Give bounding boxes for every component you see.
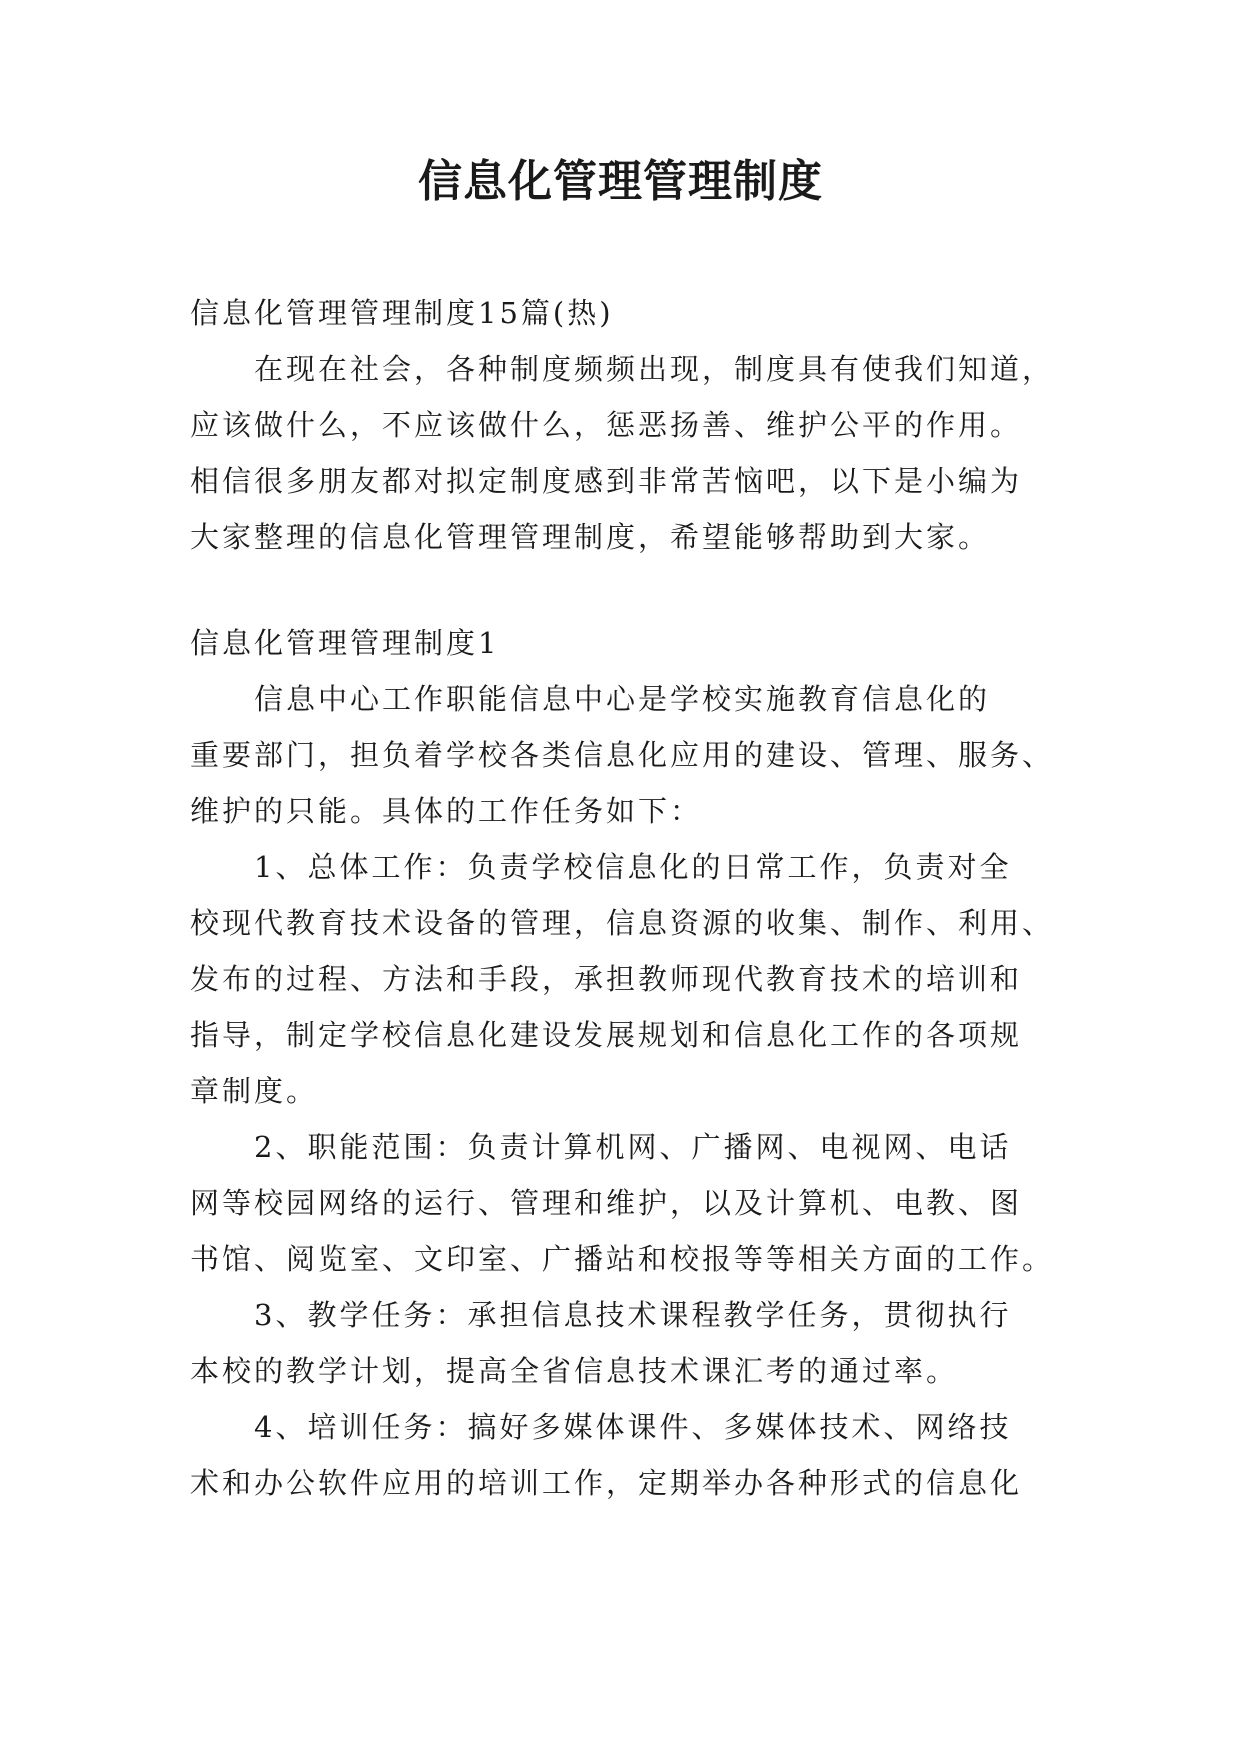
paragraph-line: 校现代教育技术设备的管理，信息资源的收集、制作、利用、	[190, 906, 1055, 940]
paragraph-line: 本校的教学计划，提高全省信息技术课汇考的通过率。	[190, 1354, 959, 1388]
paragraph-line: 在现在社会，各种制度频频出现，制度具有使我们知道，	[190, 352, 1055, 386]
intro-heading: 信息化管理管理制度15篇(热)	[190, 296, 614, 330]
paragraph-line: 指导，制定学校信息化建设发展规划和信息化工作的各项规	[190, 1018, 1023, 1052]
paragraph-line: 网等校园网络的运行、管理和维护，以及计算机、电教、图	[190, 1186, 1023, 1220]
paragraph-line: 1、总体工作：负责学校信息化的日常工作，负责对全	[190, 850, 1012, 884]
paragraph-line: 相信很多朋友都对拟定制度感到非常苦恼吧，以下是小编为	[190, 464, 1023, 498]
section-spacer	[190, 565, 1070, 615]
paragraph-line: 4、培训任务：搞好多媒体课件、多媒体技术、网络技	[190, 1410, 1012, 1444]
paragraph-line: 应该做什么，不应该做什么，惩恶扬善、维护公平的作用。	[190, 408, 1023, 442]
paragraph-line: 书馆、阅览室、文印室、广播站和校报等等相关方面的工作。	[190, 1242, 1055, 1276]
paragraph-line: 术和办公软件应用的培训工作，定期举办各种形式的信息化	[190, 1466, 1023, 1500]
paragraph-line: 维护的只能。具体的工作任务如下：	[190, 794, 703, 828]
document-body	[190, 285, 1070, 1511]
paragraph-line: 信息中心工作职能信息中心是学校实施教育信息化的	[190, 682, 991, 716]
paragraph-line: 大家整理的信息化管理管理制度，希望能够帮助到大家。	[190, 520, 991, 554]
paragraph-line: 发布的过程、方法和手段，承担教师现代教育技术的培训和	[190, 962, 1023, 996]
paragraph-line: 章制度。	[190, 1074, 319, 1108]
section-heading: 信息化管理管理制度1	[190, 626, 500, 660]
document-title: 信息化管理管理制度	[418, 156, 823, 207]
paragraph-line: 2、职能范围：负责计算机网、广播网、电视网、电话	[190, 1130, 1012, 1164]
paragraph-line: 3、教学任务：承担信息技术课程教学任务，贯彻执行	[190, 1298, 1012, 1332]
paragraph-line: 重要部门，担负着学校各类信息化应用的建设、管理、服务、	[190, 738, 1055, 772]
